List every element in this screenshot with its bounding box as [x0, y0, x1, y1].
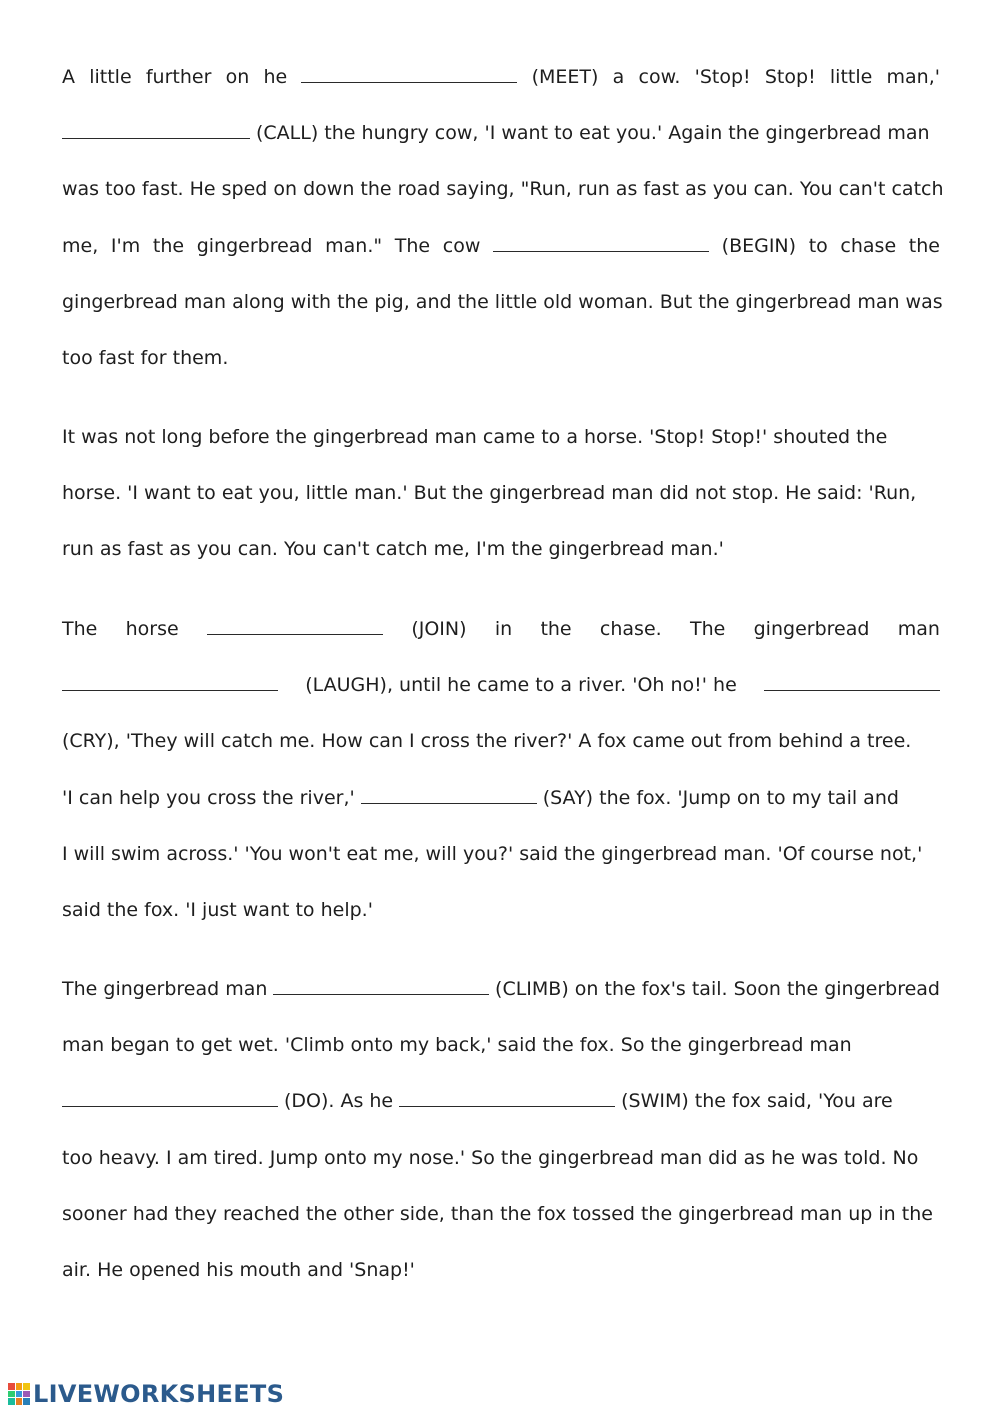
logo-text: LIVEWORKSHEETS — [33, 1380, 285, 1408]
text-segment: It was not long before the gingerbread man came to a horse. 'Stop! Stop!' shouted the — [62, 426, 888, 448]
word: chase. — [599, 618, 662, 640]
logo-grid-icon — [8, 1383, 30, 1405]
word: The — [62, 618, 98, 640]
answer-blank-say[interactable] — [361, 783, 537, 804]
text-segment: run as fast as you can. You can't catch me, I'm the gingerbread man.' — [62, 538, 724, 561]
text-segment: air. He opened his mouth and 'Snap!' — [62, 1258, 415, 1281]
word: little — [89, 66, 132, 88]
word: on — [225, 66, 250, 88]
word: man,' — [886, 66, 940, 88]
word: gingerbread — [196, 234, 313, 257]
paragraph-1 — [62, 62, 944, 399]
text-line — [62, 726, 940, 782]
text-line — [62, 1086, 940, 1142]
word: As — [340, 1090, 364, 1113]
answer-blank-laugh[interactable] — [62, 670, 278, 691]
word: further — [145, 66, 212, 88]
text-line — [62, 287, 943, 343]
text-segment: man began to get wet. 'Climb onto my back,' said the fox. So the gingerbread man — [62, 1034, 852, 1057]
text-line — [62, 231, 940, 287]
word: a — [612, 66, 625, 88]
text-line — [62, 1030, 940, 1086]
answer-blank-cry[interactable] — [764, 670, 940, 691]
text-segment: too heavy. I am tired. Jump onto my nose.' So the gingerbread man did as he was told. No — [62, 1146, 919, 1169]
word: Stop! — [764, 66, 816, 88]
word: The — [394, 234, 431, 257]
text-segment: The gingerbread man — [62, 978, 268, 1000]
text-segment: (CLIMB) on the fox's tail. Soon the gingerbread — [495, 978, 940, 1000]
text-line — [62, 895, 940, 951]
text-line — [62, 783, 940, 839]
word: the — [540, 618, 572, 640]
text-line — [62, 1255, 940, 1311]
word: he — [263, 66, 288, 88]
paragraph-2 — [62, 422, 940, 591]
text-line — [62, 614, 940, 670]
word: The — [689, 618, 726, 640]
word: A — [62, 66, 75, 88]
text-segment: was too fast. He sped on down the road saying, "Run, run as fast as you can. You can't catch — [62, 178, 944, 201]
liveworksheets-logo[interactable] — [8, 1380, 284, 1408]
text-segment: (LAUGH), until he came to a river. 'Oh no!' he — [305, 674, 737, 697]
text-line — [62, 974, 940, 1030]
paragraph-3 — [62, 614, 940, 951]
verb-hint-meet: (MEET) — [531, 66, 599, 88]
word: me, — [62, 234, 99, 257]
answer-blank-begin[interactable] — [493, 231, 709, 252]
text-segment: (CALL) the hungry cow, 'I want to eat you.' Again the gingerbread man — [256, 122, 930, 145]
text-line — [62, 670, 940, 726]
word: chase — [840, 234, 897, 257]
text-line — [62, 1143, 940, 1199]
answer-blank-do[interactable] — [62, 1086, 278, 1107]
word: cow — [442, 234, 481, 257]
text-line — [62, 174, 944, 230]
text-segment: too fast for them. — [62, 346, 229, 369]
text-segment: (CRY), 'They will catch me. How can I cross the river?' A fox came out from behind a tree. — [62, 730, 912, 753]
text-line — [62, 118, 940, 174]
text-segment: sooner had they reached the other side, than the fox tossed the gingerbread man up in the — [62, 1202, 933, 1225]
word: horse — [125, 618, 179, 640]
word: little — [829, 66, 873, 88]
text-line — [62, 839, 940, 895]
word: the — [908, 234, 940, 257]
word: the — [152, 234, 185, 257]
answer-blank-meet[interactable] — [301, 62, 517, 83]
verb-hint-join: (JOIN) — [411, 618, 467, 640]
word: cow. — [638, 66, 681, 88]
text-line — [62, 534, 940, 590]
text-line — [62, 422, 940, 478]
answer-blank-join[interactable] — [207, 614, 383, 635]
text-segment: (SWIM) the fox said, 'You are — [621, 1090, 893, 1113]
text-line — [62, 62, 940, 118]
text-line — [62, 478, 940, 534]
text-segment: I will swim across.' 'You won't eat me, will you?' said the gingerbread man. 'Of course not,' — [62, 842, 923, 865]
answer-blank-swim[interactable] — [399, 1086, 615, 1107]
paragraph-4 — [62, 974, 940, 1311]
text-segment: horse. 'I want to eat you, little man.' But the gingerbread man did not stop. He said: 'Run, — [62, 482, 917, 505]
text-line — [62, 343, 940, 399]
verb-hint-begin: (BEGIN) — [721, 234, 797, 257]
answer-blank-call[interactable] — [62, 118, 250, 139]
answer-blank-climb[interactable] — [273, 974, 489, 995]
text-segment: 'I can help you cross the river,' — [62, 786, 355, 809]
text-line — [62, 1199, 940, 1255]
word: in — [494, 618, 513, 640]
word: he — [369, 1090, 394, 1113]
verb-hint-do: (DO). — [284, 1090, 335, 1113]
text-segment: said the fox. 'I just want to help.' — [62, 898, 373, 921]
word: gingerbread — [753, 618, 870, 640]
word: to — [808, 234, 828, 257]
word: man." — [325, 234, 383, 257]
text-segment: (SAY) the fox. 'Jump on to my tail and — [542, 786, 899, 809]
word: I'm — [110, 234, 141, 257]
word: 'Stop! — [694, 66, 751, 88]
text-segment: gingerbread man along with the pig, and the little old woman. But the gingerbread man was — [62, 290, 943, 313]
word: man — [897, 618, 940, 640]
